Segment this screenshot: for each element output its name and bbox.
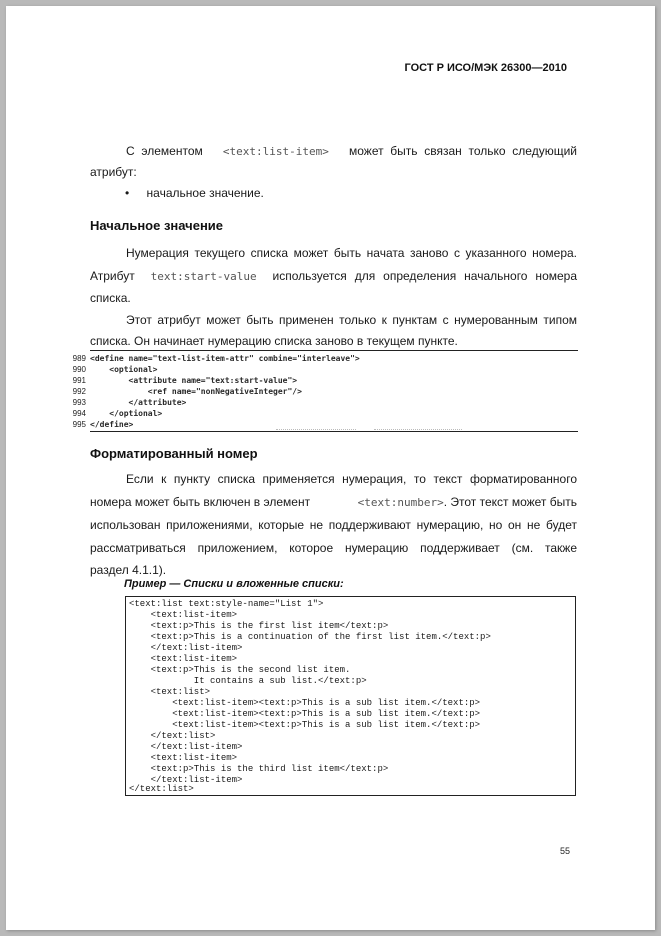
example-title: Пример — Списки и вложенные списки: bbox=[124, 578, 344, 590]
example-line: <text:list-item><text:p>This is a sub list item.</text:p> bbox=[129, 709, 481, 719]
example-line: <text:list-item> bbox=[129, 654, 238, 664]
schema-line bbox=[72, 375, 578, 386]
schema-line bbox=[72, 386, 578, 397]
line-number: 993 bbox=[72, 398, 86, 407]
paragraph-line: Этот атрибут может быть применен только к пунктам с нумерованным типом bbox=[126, 313, 577, 327]
paragraph-text: . Этот текст может быть bbox=[443, 495, 577, 509]
paragraph-text-group bbox=[358, 491, 577, 514]
paragraph-line bbox=[90, 491, 577, 514]
inline-code: text:start-value bbox=[150, 270, 257, 283]
example-line: </text:list> bbox=[129, 731, 216, 741]
line-number: 992 bbox=[72, 387, 86, 396]
line-number: 990 bbox=[72, 365, 86, 374]
intro-line-2: атрибут: bbox=[90, 165, 137, 179]
paragraph-line: Если к пункту списка применяется нумерация, то текст форматированного bbox=[126, 472, 577, 486]
schema-bottom-rule bbox=[90, 431, 578, 432]
example-line: </text:list-item> bbox=[129, 775, 243, 785]
schema-code: <optional> bbox=[90, 365, 158, 374]
intro-text: может быть связан только следующий bbox=[349, 144, 577, 158]
schema-line bbox=[72, 408, 578, 419]
example-code-box bbox=[125, 596, 576, 796]
paragraph-line: рассматриваться приложением, которое нумерацию поддерживает (см. также bbox=[90, 541, 577, 555]
bullet-item bbox=[125, 182, 264, 204]
example-line: <text:list-item> bbox=[129, 753, 238, 763]
paragraph-line: использован приложениями, которые не поддерживают нумерацию, но он не будет bbox=[90, 518, 577, 532]
page-number: 55 bbox=[559, 846, 570, 856]
paragraph-text: номера может быть включен в элемент bbox=[90, 495, 311, 509]
line-number: 995 bbox=[72, 420, 86, 429]
intro-text: С элементом bbox=[126, 144, 203, 158]
paragraph-line: Нумерация текущего списка может быть начата заново с указанного номера. bbox=[126, 246, 577, 260]
paragraph-line: раздел 4.1.1). bbox=[90, 563, 167, 577]
intro-line-1 bbox=[90, 140, 577, 163]
inline-code: <text:number> bbox=[357, 496, 444, 509]
example-line: <text:p>This is the third list item</text:p> bbox=[129, 764, 389, 774]
schema-line bbox=[72, 353, 578, 364]
schema-line bbox=[72, 397, 578, 408]
bullet-marker: • bbox=[125, 186, 130, 200]
example-line: <text:p>This is the first list item</text:p> bbox=[129, 621, 389, 631]
paragraph-line: списка. Он начинает нумерацию списка заново в текущем пункте. bbox=[90, 334, 458, 348]
schema-code: <define name="text-list-item-attr" combine="interleave"> bbox=[90, 354, 360, 363]
paragraph-line bbox=[90, 265, 577, 288]
section-heading: Форматированный номер bbox=[90, 446, 258, 461]
schema-code: <ref name="nonNegativeInteger"/> bbox=[90, 387, 302, 396]
example-line: </text:list-item> bbox=[129, 643, 243, 653]
schema-code: </define> bbox=[90, 420, 134, 429]
schema-top-rule bbox=[90, 350, 578, 351]
example-line: </text:list> bbox=[129, 784, 194, 794]
example-line: <text:list> bbox=[129, 687, 211, 697]
example-line: <text:list-item><text:p>This is a sub list item.</text:p> bbox=[129, 698, 481, 708]
schema-code: <attribute name="text:start-value"> bbox=[90, 376, 298, 385]
example-line: <text:p>This is the second list item. bbox=[129, 665, 351, 675]
example-line: </text:list-item> bbox=[129, 742, 243, 752]
document-page bbox=[6, 6, 655, 930]
schema-line bbox=[72, 364, 578, 375]
line-number: 991 bbox=[72, 376, 86, 385]
schema-code: </optional> bbox=[90, 409, 163, 418]
line-number: 994 bbox=[72, 409, 86, 418]
schema-code: </attribute> bbox=[90, 398, 187, 407]
example-line: <text:p>This is a continuation of the first list item.</text:p> bbox=[129, 632, 491, 642]
paragraph-text: Атрибут bbox=[90, 269, 135, 283]
example-line: <text:list text:style-name="List 1"> bbox=[129, 599, 324, 609]
section-heading: Начальное значение bbox=[90, 218, 224, 233]
example-line: It contains a sub list.</text:p> bbox=[129, 676, 367, 686]
example-line: <text:list-item> bbox=[129, 610, 238, 620]
paragraph-text: используется для определения начального номера bbox=[272, 269, 578, 283]
decorative-dotted-line bbox=[276, 429, 356, 430]
inline-code: <text:list-item> bbox=[222, 145, 329, 158]
paragraph-line: списка. bbox=[90, 291, 131, 305]
document-header: ГОСТ Р ИСО/МЭК 26300—2010 bbox=[404, 62, 567, 74]
example-line: <text:list-item><text:p>This is a sub list item.</text:p> bbox=[129, 720, 481, 730]
decorative-dotted-line bbox=[374, 429, 462, 430]
line-number: 989 bbox=[72, 354, 86, 363]
bullet-text: начальное значение. bbox=[146, 186, 264, 200]
